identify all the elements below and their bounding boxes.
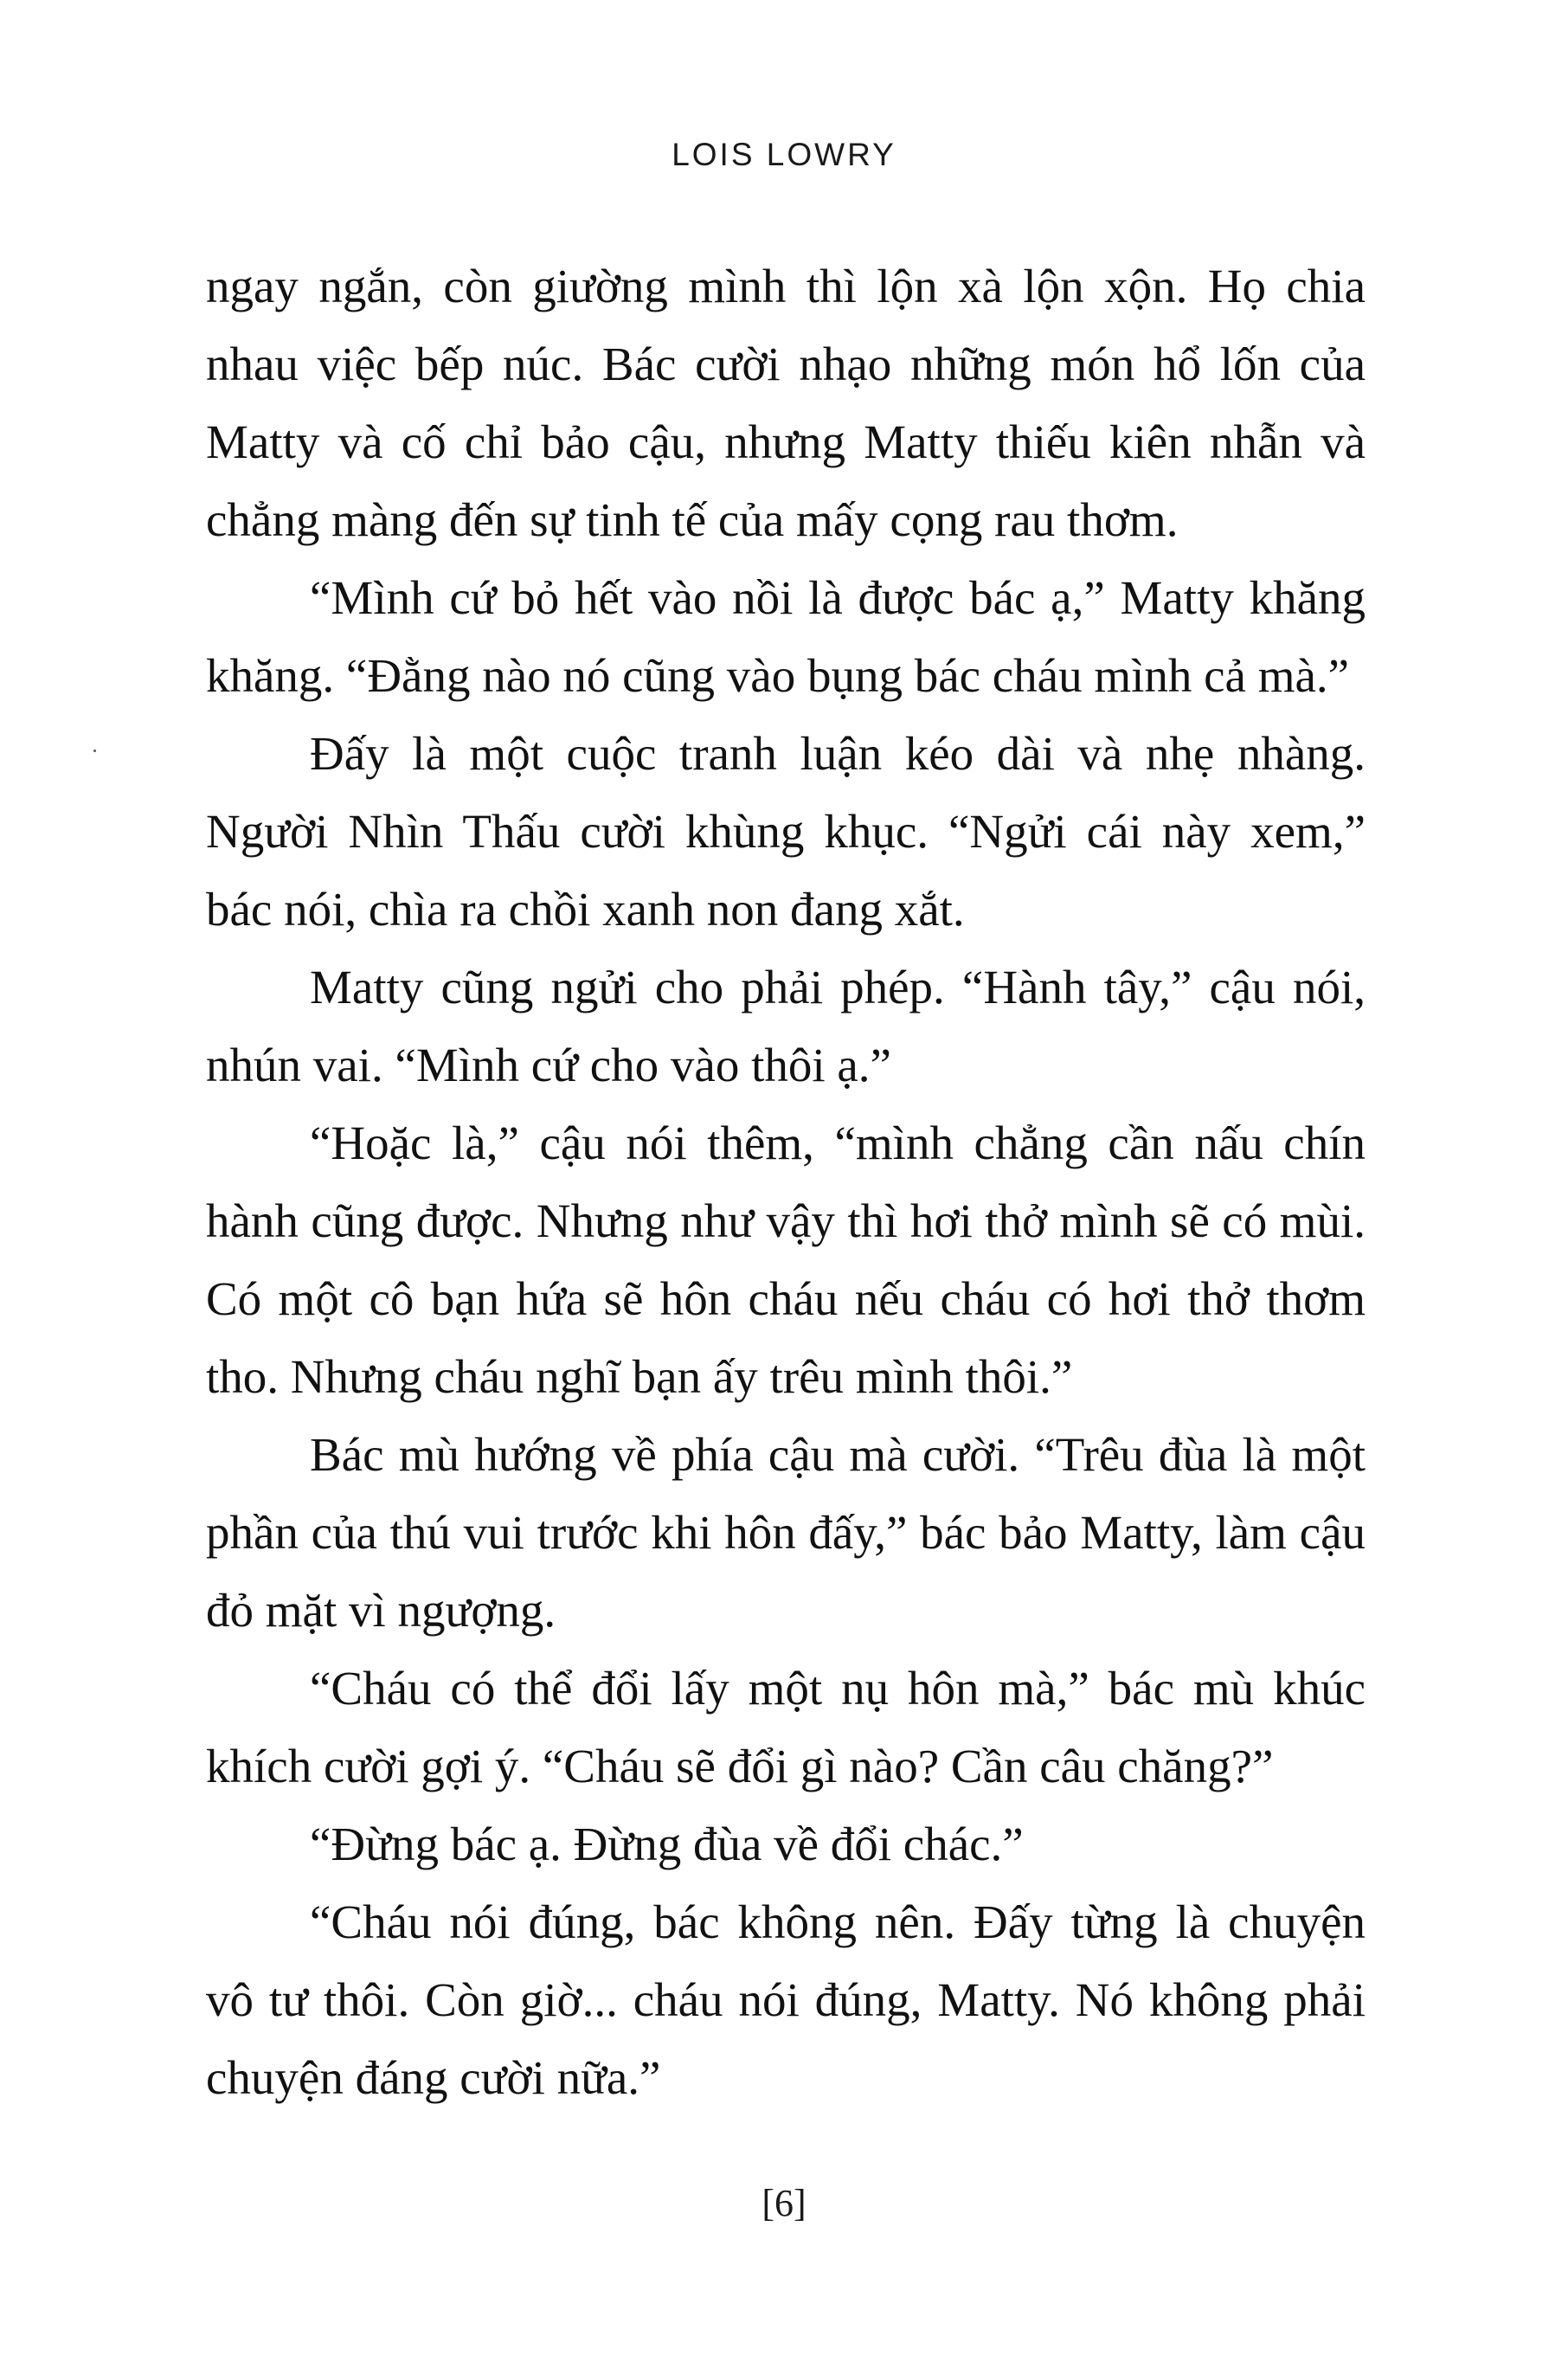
body-text	[206, 248, 1366, 2117]
stray-ink-dot	[93, 750, 96, 752]
paragraph: “Hoặc là,” cậu nói thêm, “mình chẳng cần nấu chín hành cũng được. Nhưng như vậy thì hơi thở mình sẽ có mùi. Có một cô bạn hứa sẽ hôn cháu nếu cháu có hơi thở thơm tho. Nhưng cháu nghĩ bạn ấy trêu mình thôi.”	[206, 1116, 1366, 1403]
paragraph: Bác mù hướng về phía cậu mà cười. “Trêu đùa là một phần của thú vui trước khi hôn đấy,” bác bảo Matty, làm cậu đỏ mặt vì ngượng.	[206, 1428, 1366, 1637]
paragraph: Matty cũng ngửi cho phải phép. “Hành tây,” cậu nói, nhún vai. “Mình cứ cho vào thôi ạ.”	[206, 961, 1366, 1091]
paragraph: “Mình cứ bỏ hết vào nồi là được bác ạ,” Matty khăng khăng. “Đằng nào nó cũng vào bụng bác cháu mình cả mà.”	[206, 571, 1366, 702]
paragraph: Đấy là một cuộc tranh luận kéo dài và nhẹ nhàng. Người Nhìn Thấu cười khùng khục. “Ngửi cái này xem,” bác nói, chìa ra chồi xanh non đang xắt.	[206, 727, 1366, 936]
paragraph: “Cháu có thể đổi lấy một nụ hôn mà,” bác mù khúc khích cười gợi ý. “Cháu sẽ đổi gì nào? Cần câu chăng?”	[206, 1662, 1366, 1792]
paragraph: “Đừng bác ạ. Đừng đùa về đổi chác.”	[310, 1818, 1024, 1870]
page-number: [6]	[762, 2182, 806, 2224]
paragraph: ngay ngắn, còn giường mình thì lộn xà lộn xộn. Họ chia nhau việc bếp núc. Bác cười nhạo những món hổ lốn của Matty và cố chỉ bảo cậu, nhưng Matty thiếu kiên nhẫn và chẳng màng đến sự tinh tế của mấy cọng rau thơm.	[206, 260, 1366, 546]
paragraph: “Cháu nói đúng, bác không nên. Đấy từng là chuyện vô tư thôi. Còn giờ... cháu nói đúng, Matty. Nó không phải chuyện đáng cười nữa.”	[206, 1895, 1366, 2104]
running-head: LOIS LOWRY	[672, 137, 896, 172]
